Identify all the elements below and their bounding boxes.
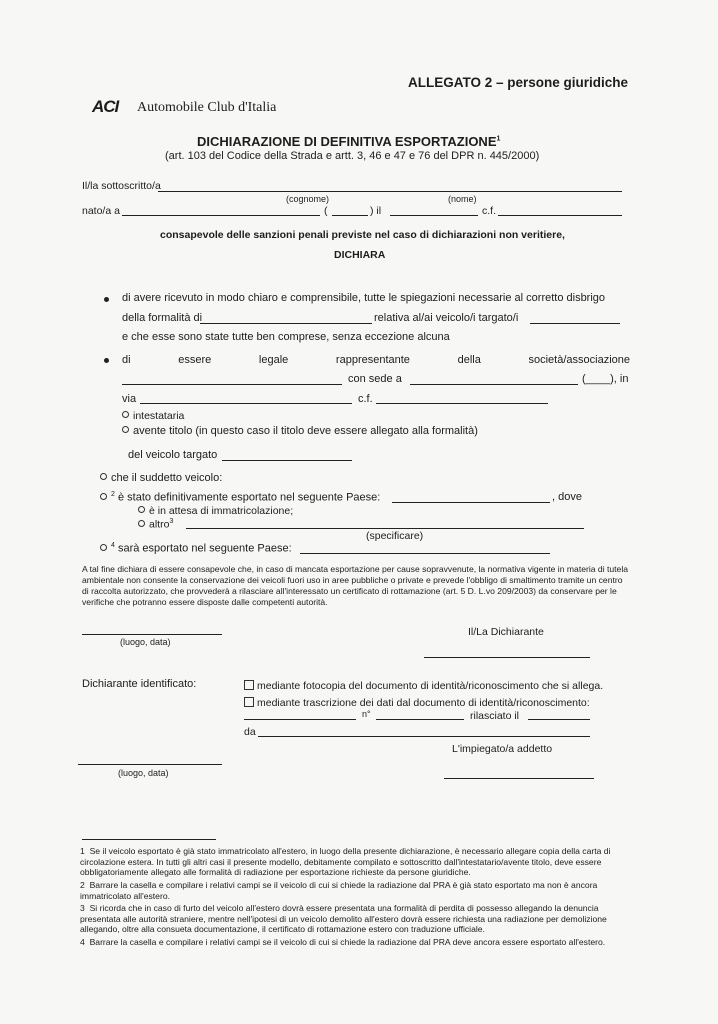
dichiarante-caption: Il/La Dichiarante [468,626,544,638]
cf-label: c.f. [358,393,373,405]
luogo-data-field[interactable] [82,634,222,635]
bullet-dot [104,297,109,302]
document-subtitle: (art. 103 del Codice della Strada e artt. 3, 46 e 47 e 76 del DPR n. 445/2000) [165,150,540,162]
da-label: da [244,726,256,738]
cognome-caption: (cognome) [286,194,330,204]
checkbox-icon [244,680,254,690]
sede-label: con sede a [348,373,402,385]
option-avente-titolo[interactable]: avente titolo (in questo caso il titolo deve essere allegato alla formalità) [122,425,478,437]
bullet1-line1: di avere ricevuto in modo chiaro e comprensibile, tutte le spiegazioni necessarie al corretto disbrigo [122,292,606,304]
birthplace-field[interactable] [122,215,320,216]
paese-futuro-field[interactable] [300,553,550,554]
option-intestataria[interactable]: intestataria [122,410,184,422]
targa-field[interactable] [530,323,620,324]
radio-icon [122,426,129,433]
footnote-1: 1 Se il veicolo esportato è già stato immatricolato all'estero, in luogo della presente dichiarazione, è necessario allegare copia della carta di circolazione estera. In tutti gli altri casi il presente modello, debitamente compilato e sottoscritto dall'intestatario/avente titolo, deve essere obbligatoriamente allegato alle formalità di radiazione per esportazione richieste da persone giuridiche. [80,846,611,878]
dove-label: , dove [552,491,582,503]
aci-logo: ACI [92,97,119,116]
cf-label: c.f. [482,205,497,217]
sede-field[interactable] [410,384,578,385]
impiegato-caption: L'impiegato/a addetto [452,743,553,755]
option-altro[interactable]: altro$^3$ [138,518,173,531]
footnote-separator [82,839,216,840]
option-sara-esportato[interactable]: $^4$ sarà esportato nel seguente Paese: [100,542,292,555]
formalita-field[interactable] [200,323,372,324]
che-veicolo-label: che il suddetto veicolo: [100,472,222,484]
cf-field[interactable] [376,403,548,404]
targato-label: relativa al/ai veicolo/i targato/i [374,312,519,324]
il-label: ) il [370,205,382,217]
option-fotocopia[interactable]: mediante fotocopia del documento di identità/riconoscimento che si allega. [244,680,603,692]
bullet-dot [104,358,109,363]
radio-icon [100,493,107,500]
veicolo-targa-field[interactable] [222,460,352,461]
radio-icon [138,506,145,513]
paren-open: ( [324,205,328,217]
dichiarante-signature-field[interactable] [424,657,590,658]
veicolo-targato-label: del veicolo targato [128,449,218,461]
societa-field[interactable] [122,384,342,385]
radio-icon [100,473,107,480]
name-field[interactable] [158,191,622,192]
impiegato-signature-field[interactable] [444,778,594,779]
document-type-field[interactable] [244,719,356,720]
sottoscritto-label: Il/la sottoscritto/a [82,180,161,192]
org-name: Automobile Club d'Italia [137,100,277,115]
consapevole-text: consapevole delle sanzioni penali previste nel caso di dichiarazioni non veritiere, [160,229,565,241]
bullet2-line1: di essere legale rappresentante della società/associazione [122,354,630,366]
option-trascrizione[interactable]: mediante trascrizione dei dati dal documento di identità/riconoscimento: [244,697,590,709]
birthdate-field[interactable] [390,215,478,216]
luogo-data-field-2[interactable] [78,764,222,765]
footnote-4: 4 Barrare la casella e compilare i relativi campi se il veicolo di cui si chiede la radiazione dal PRA deve ancora essere esportato all'estero. [80,937,606,947]
province-field[interactable] [332,215,368,216]
rilasciato-label: rilasciato il [470,710,520,722]
footnote-3: 3 Si ricorda che in caso di furto del veicolo all'estero dovrà essere presentata una formalità di perdita di possesso allegando la denuncia presentata alle autorità straniere, mentre nell'ipotesi di un veicolo demolito all'estero dovrà essere richiesta una radiazione per demolizione allegando, oltre alla consueta documentazione, il certificato di rottamazione estero con traduzione ufficiale. [80,903,607,935]
specificare-caption: (specificare) [366,530,424,542]
bullet1-line3: e che esse sono state tutte ben comprese, senza eccezione alcuna [122,331,450,343]
checkbox-icon [244,697,254,707]
numero-label: n° [362,709,371,719]
document-title: DICHIARAZIONE DI DEFINITIVA ESPORTAZIONE$^1$ [197,134,501,149]
footnote-2: 2 Barrare la casella e compilare i relativi campi se il veicolo di cui si chiede la radiazione dal PRA è già stato esportato ma non è ancora immatricolato all'estero. [80,880,598,901]
allegato-label: ALLEGATO 2 – persone giuridiche [408,75,629,90]
rilascio-date-field[interactable] [528,719,590,720]
option-immatricolazione[interactable]: è in attesa di immatricolazione; [138,505,293,517]
radio-icon [138,520,145,527]
radio-icon [100,544,107,551]
disclaimer-text: A tal fine dichiara di essere consapevole che, in caso di mancata esportazione per cause sopravvenute, la normativa vigente in materia di tutela ambientale non consente la conservazione dei veicoli fuori uso in aree pubbliche o private e prevede l'obbligo di smaltimento tramite un centro di raccolta autorizzato, che provvederà a rilasciare all'interessato un certificato di rottamazione (art. 5 D. L.vo 209/2003) da conservare per le verifiche che potranno essere disposte dalle competenti autorità. [82,564,629,607]
via-label: via [122,393,137,405]
via-field[interactable] [140,403,352,404]
document-number-field[interactable] [376,719,464,720]
paese-esportato-field[interactable] [392,502,550,503]
luogo-data-caption: (luogo, data) [120,637,171,647]
luogo-data-caption-2: (luogo, data) [118,768,169,778]
cf-field[interactable] [498,215,622,216]
option-esportato[interactable]: $^2$ è stato definitivamente esportato nel seguente Paese: [100,491,380,504]
altro-field[interactable] [186,528,584,529]
dichiara-heading: DICHIARA [334,249,386,261]
radio-icon [122,411,129,418]
nato-label: nato/a a [82,205,120,217]
nome-caption: (nome) [448,194,477,204]
identificato-label: Dichiarante identificato: [82,678,197,690]
formalita-label: della formalità di [122,312,203,324]
rilasciato-da-field[interactable] [258,736,590,737]
in-label: (____), in [582,373,629,385]
